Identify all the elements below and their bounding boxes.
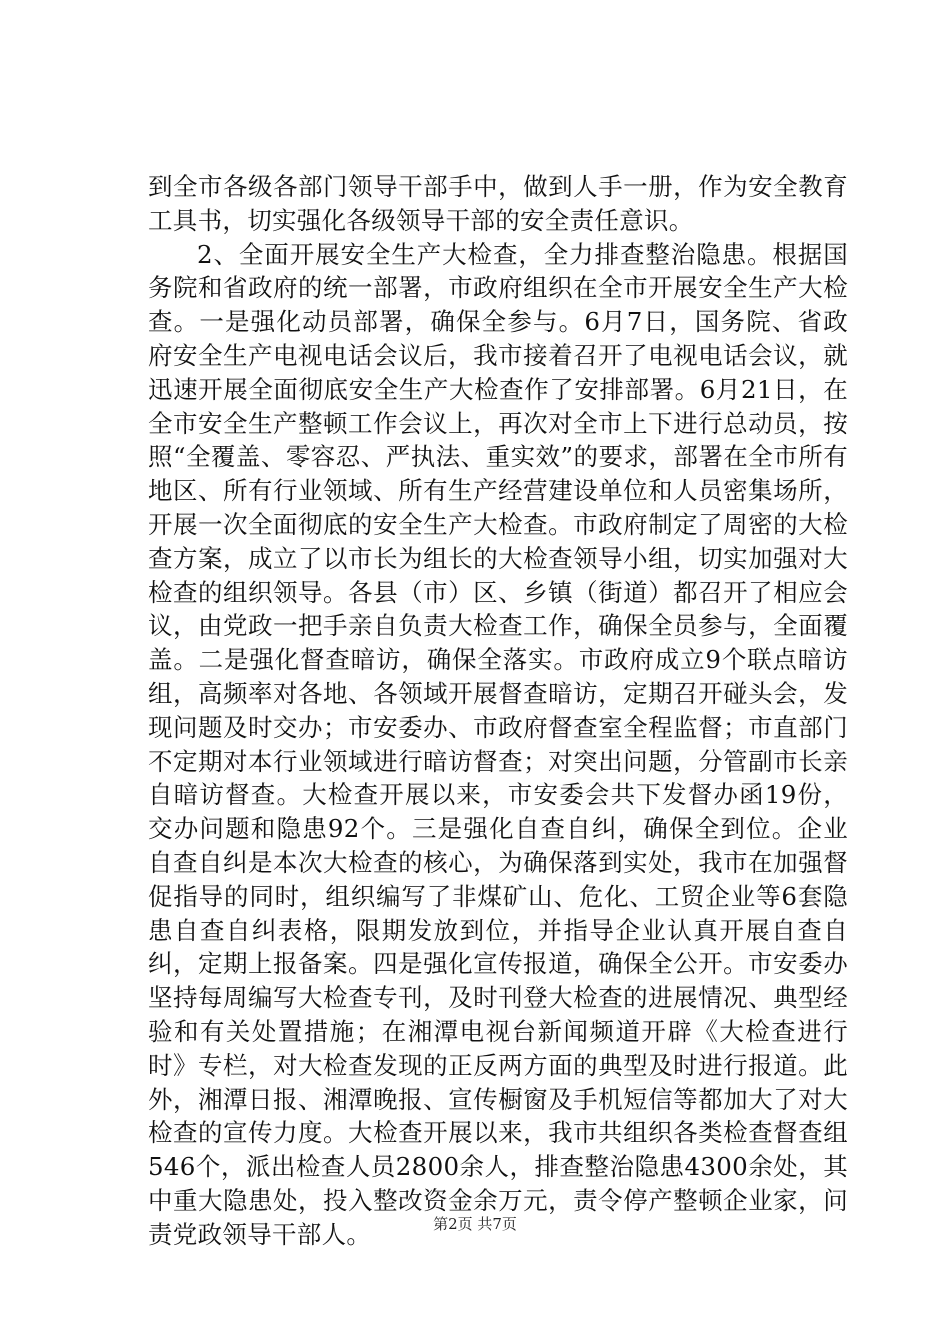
paragraph-continuation: 到全市各级各部门领导干部手中，做到人手一册，作为安全教育工具书，切实强化各级领导干部的安全责任意识。 — [148, 172, 848, 235]
page-number-footer: 第2页 共7页 — [433, 1215, 517, 1233]
paragraph-safety-inspection: 2、全面开展安全生产大检查，全力排查整治隐患。根据国务院和省政府的统一部署，市政府组织在全市开展安全生产大检查。一是强化动员部署，确保全参与。6月7日，国务院、省政府安全生产电视电话会议后，我市接着召开了电视电话会议，就迅速开展全面彻底安全生产大检查作了安排部署。6月21日，在全市安全生产整顿工作会议上，再次对全市上下进行总动员，按照“全覆盖、零容忍、严执法、重实效”的要求，部署在全市所有地区、所有行业领域、所有生产经营建设单位和人员密集场所，开展一次全面彻底的安全生产大检查。市政府制定了周密的大检查方案，成立了以市长为组长的大检查领导小组，切实加强对大检查的组织领导。各县（市）区、乡镇（街道）都召开了相应会议，由党政一把手亲自负责大检查工作，确保全员参与，全面覆盖。二是强化督查暗访，确保全落实。市政府成立9个联点暗访组，高频率对各地、各领域开展督查暗访，定期召开碰头会，发现问题及时交办；市安委办、市政府督查室全程监督；市直部门不定期对本行业领域进行暗访督查；对突出问题，分管副市长亲自暗访督查。大检查开展以来，市安委会共下发督办函19份，交办问题和隐患92个。三是强化自查自纠，确保全到位。企业自查自纠是本次大检查的核心，为确保落到实处，我市在加强督促指导的同时，组织编写了非煤矿山、危化、工贸企业等6套隐患自查自纠表格，限期发放到位，并指导企业认真开展自查自纠，定期上报备案。四是强化宣传报道，确保全公开。市安委办坚持每周编写大检查专刊，及时刊登大检查的进展情况、典型经验和有关处置措施；在湘潭电视台新闻频道开辟《大检查进行时》专栏，对大检查发现的正反两方面的典型及时进行报道。此外，湘潭日报、湘潭晚报、宣传橱窗及手机短信等都加大了对大检查的宣传力度。大检查开展以来，我市共组织各类检查督查组546个，派出检查人员2800余人，排查整治隐患4300余处，其中重大隐患处，投入整改资金余万元，责令停产整顿企业家，问责党政领导干部人。 — [148, 239, 849, 1249]
document-body — [148, 170, 848, 1252]
